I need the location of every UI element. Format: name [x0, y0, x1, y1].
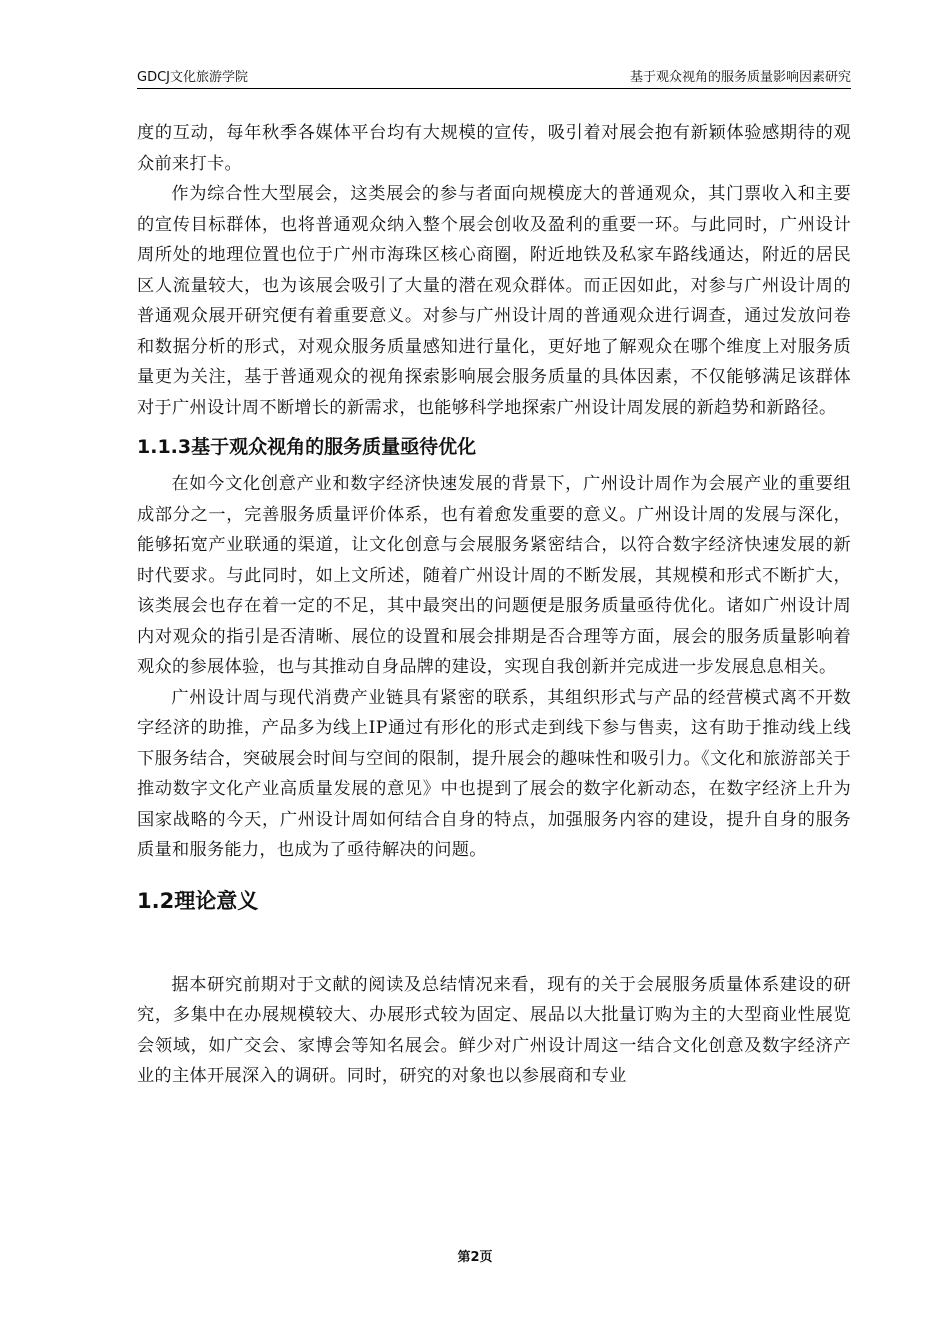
paragraph: 广州设计周与现代消费产业链具有紧密的联系，其组织形式与产品的经营模式离不开数字经济的助推，产品多为线上IP通过有形化的形式走到线下参与售卖，这有助于推动线上线下服务结合，突破展会时间与空间的限制，提升展会的趣味性和吸引力。《文化和旅游部关于推动数字文化产业高质量发展的意见》中也提到了展会的数字化新动态，在数字经济上升为国家战略的今天，广州设计周如何结合自身的特点，加强服务内容的建设，提升自身的服务质量和服务能力，也成为了亟待解决的问题。 [137, 687, 851, 860]
paragraph: 度的互动，每年秋季各媒体平台均有大规模的宣传，吸引着对展会抱有新颖体验感期待的观众前来打卡。 [137, 123, 851, 174]
section-heading-1-1-3: 1.1.3基于观众视角的服务质量亟待优化 [137, 436, 477, 458]
header-institution: GDCJ文化旅游学院 [137, 70, 248, 85]
paragraph: 在如今文化创意产业和数字经济快速发展的背景下，广州设计周作为会展产业的重要组成部分之一，完善服务质量评价体系，也有着愈发重要的意义。广州设计周的发展与深化，能够拓宽产业联通的渠道，让文化创意与会展服务紧密结合，以符合数字经济快速发展的新时代要求。与此同时，如上文所述，随着广州设计周的不断发展，其规模和形式不断扩大，该类展会也存在着一定的不足，其中最突出的问题便是服务质量亟待优化。诸如广州设计周内对观众的指引是否清晰、展位的设置和展会排期是否合理等方面，展会的服务质量影响着观众的参展体验，也与其推动自身品牌的建设，实现自我创新并完成进一步发展息息相关。 [137, 474, 851, 677]
paragraph: 据本研究前期对于文献的阅读及总结情况来看，现有的关于会展服务质量体系建设的研究，多集中在办展规模较大、办展形式较为固定、展品以大批量订购为主的大型商业性展览会领域，如广交会、家博会等知名展会。鲜少对广州设计周这一结合文化创意及数字经济产业的主体开展深入的调研。同时，研究的对象也以参展商和专业 [137, 974, 851, 1086]
page-number: 第2页 [457, 1250, 493, 1265]
page-header [137, 66, 851, 88]
document-body [137, 118, 851, 1092]
section-heading-1-2: 1.2理论意义 [137, 888, 259, 913]
header-paper-title: 基于观众视角的服务质量影响因素研究 [629, 70, 851, 85]
paragraph: 作为综合性大型展会，这类展会的参与者面向规模庞大的普通观众，其门票收入和主要的宣传目标群体，也将普通观众纳入整个展会创收及盈利的重要一环。与此同时，广州设计周所处的地理位置也位于广州市海珠区核心商圈，附近地铁及私家车路线通达，附近的居民区人流量较大，也为该展会吸引了大量的潜在观众群体。而正因如此，对参与广州设计周的普通观众展开研究便有着重要意义。对参与广州设计周的普通观众进行调查，通过发放问卷和数据分析的形式，对观众服务质量感知进行量化，更好地了解观众在哪个维度上对服务质量更为关注，基于普通观众的视角探索影响展会服务质量的具体因素，不仅能够满足该群体对于广州设计周不断增长的新需求，也能够科学地探索广州设计周发展的新趋势和新路径。 [137, 184, 851, 418]
header-divider [137, 88, 851, 89]
